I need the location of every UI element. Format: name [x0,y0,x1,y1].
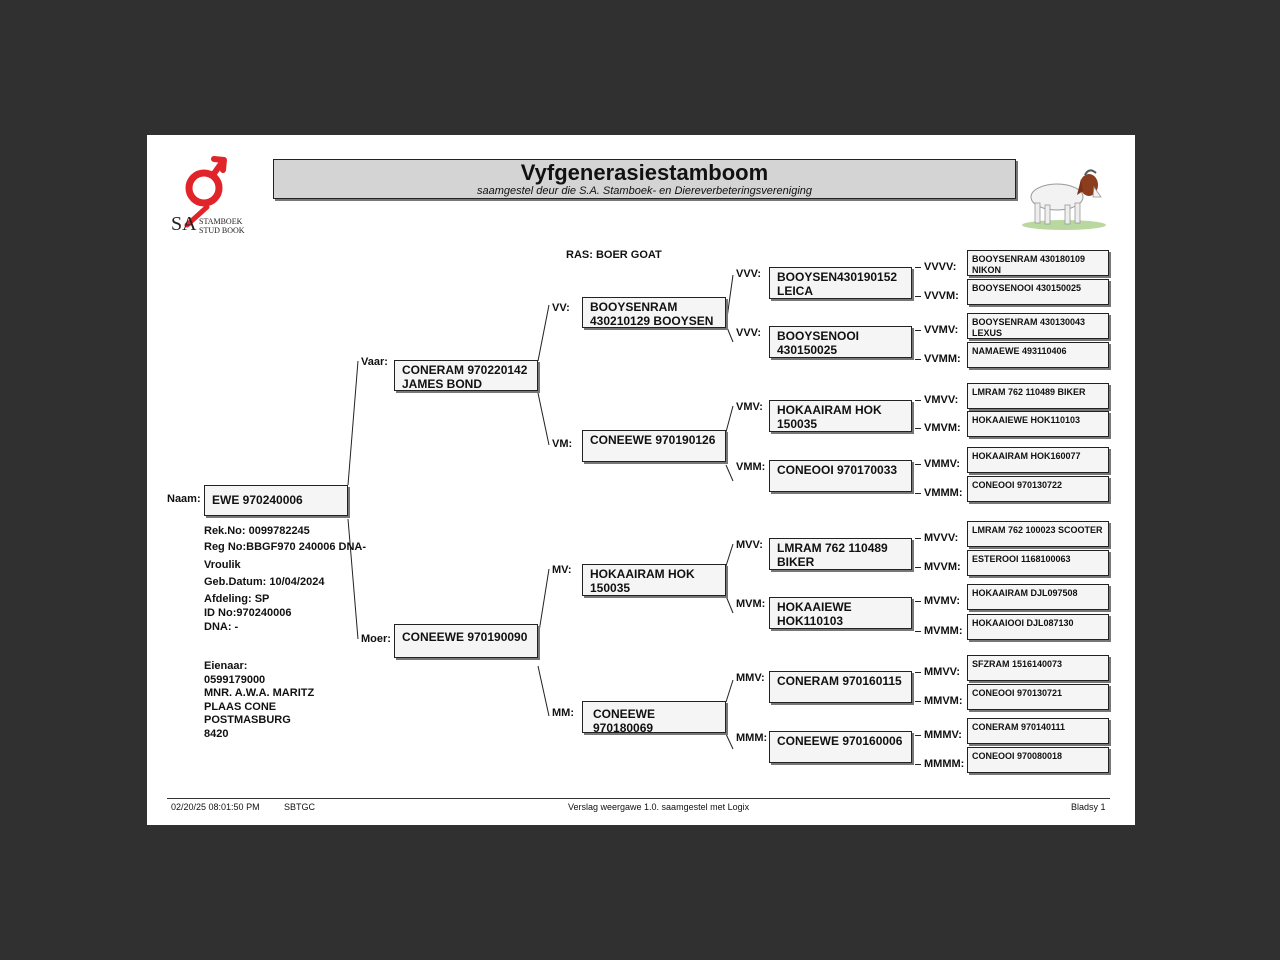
dam-name: CONEEWE 970190090 [402,630,528,644]
gen4-connector-10 [915,601,921,602]
gen3-name-3: CONEOOI 970170033 [777,463,898,477]
gen3-name-0: BOOYSEN430190152 LEICA [777,270,898,298]
gen4-box-3 [967,342,1109,368]
gen4-name-0: BOOYSENRAM 430180109 NIKON [972,254,1086,275]
gen3-name-1: BOOYSENOOI 430150025 [777,329,860,357]
gen4-label-10: MVMV: [924,595,961,607]
gen3-box-1 [769,326,912,358]
gen3-label-7: MMM: [736,732,768,744]
owner-farm: PLAAS CONE [204,700,277,713]
gen2-label-mm: MM: [552,707,574,719]
gen4-label-0: VVVV: [924,261,957,273]
gen4-box-8 [967,521,1109,547]
gen3-label-1: VVV: [736,327,762,339]
gen4-label-11: MVMM: [924,625,963,637]
connector-mv-mvm [726,596,733,613]
gen4-label-5: VMVM: [924,422,961,434]
connector-sire-vm [538,393,549,445]
gen4-connector-0 [915,267,921,268]
connector-subject-sire [348,361,358,485]
gen3-name-5: HOKAAIEWE HOK110103 [777,600,852,628]
gen4-box-0 [967,250,1109,276]
dam-box [394,624,538,658]
connector-vv-vvv1 [726,275,733,325]
gen4-box-11 [967,614,1109,640]
gen3-label-2: VMV: [736,401,763,413]
logo-text: SA [171,213,197,235]
detail-sex: Vroulik [204,559,241,571]
gen4-label-7: VMMM: [924,487,963,499]
gen4-label-12: MMVV: [924,666,961,678]
gen4-connector-11 [915,631,921,632]
gen4-box-12 [967,655,1109,681]
gen4-label-6: VMMV: [924,458,961,470]
gen4-name-15: CONEOOI 970080018 [972,751,1063,761]
gen2-box-vm [582,430,726,462]
gen2-box-vv [582,297,726,328]
gen2-box-mv [582,564,726,596]
gen4-connector-7 [915,493,921,494]
footer-code: SBTGC [284,802,316,812]
gen3-name-7: CONEEWE 970160006 [777,734,903,748]
gen4-connector-14 [915,735,921,736]
gen3-box-6 [769,671,912,703]
gen2-name-vv: BOOYSENRAM 430210129 BOOYSEN [590,300,714,328]
logo-line-2: STUD BOOK [199,226,245,235]
detail-id-no: ID No:970240006 [204,607,292,619]
footer-rule [167,798,1110,799]
gen4-name-14: CONERAM 970140111 [972,722,1066,732]
connector-mm-mmv [726,680,733,702]
gen4-box-13 [967,684,1109,710]
gen4-connector-6 [915,464,921,465]
detail-reg-no: Reg No:BBGF970 240006 DNA- [204,541,366,553]
owner-label: Eienaar: [204,660,248,672]
gen4-connector-15 [915,764,921,765]
gen4-name-7: CONEOOI 970130722 [972,480,1063,490]
connector-dam-mm [538,666,549,716]
gen4-connector-12 [915,672,921,673]
owner-number: 0599179000 [204,673,266,686]
connector-mm-mmm [726,734,733,749]
gen4-name-4: LMRAM 762 110489 BIKER [972,387,1086,397]
gen4-name-2: BOOYSENRAM 430130043 LEXUS [972,317,1086,338]
gen2-name-mv: HOKAAIRAM HOK 150035 [590,567,695,595]
gen4-box-1 [967,279,1109,305]
gen4-name-8: LMRAM 762 100023 SCOOTER [972,525,1103,535]
gen4-label-8: MVVV: [924,532,959,544]
gen4-name-3: NAMAEWE 493110406 [972,346,1067,356]
owner-postcode: 8420 [204,727,229,740]
gen3-box-0 [769,267,912,299]
gen4-box-15 [967,747,1109,773]
gen3-name-6: CONERAM 970160115 [777,674,902,688]
dam-label: Moer: [361,633,391,645]
gen3-label-3: VMM: [736,461,766,473]
breed-label: RAS: BOER GOAT [566,249,662,261]
owner-name: MNR. A.W.A. MARITZ [204,687,315,699]
subject-label: Naam: [167,493,201,505]
connector-vm-vmm [726,465,733,481]
gen4-box-6 [967,447,1109,473]
gen2-label-vm: VM: [552,438,573,450]
gen2-name-vm: CONEEWE 970190126 [590,433,716,447]
gen4-connector-2 [915,330,921,331]
page-subtitle: saamgestel deur die S.A. Stamboek- en Diereverbeteringsvereniging [476,185,813,197]
gen3-name-4: LMRAM 762 110489 BIKER [777,541,888,569]
gen3-label-6: MMV: [736,672,765,684]
gen4-name-10: HOKAAIRAM DJL097508 [972,588,1078,598]
gen4-label-15: MMMM: [924,758,965,770]
owner-details [204,660,314,741]
subject-name: EWE 970240006 [212,493,303,507]
gen4-name-13: CONEOOI 970130721 [972,688,1063,698]
gen3-box-5 [769,597,912,629]
gen4-name-9: ESTEROOI 1168100063 [972,554,1071,564]
gen3-box-7 [769,731,912,763]
gen4-label-3: VVMM: [924,353,961,365]
gen2-label-mv: MV: [552,564,572,576]
gen3-box-4 [769,538,912,570]
gen3-label-0: VVV: [736,268,762,280]
gen4-label-9: MVVM: [924,561,961,573]
footer-page: Bladsy 1 [1071,802,1106,812]
page-title: Vyfgenerasiestamboom [520,160,769,185]
gen3-box-2 [769,400,912,432]
gen4-box-4 [967,383,1109,409]
gen4-label-14: MMMV: [924,729,962,741]
gen4-label-2: VVMV: [924,324,959,336]
gen4-connector-3 [915,359,921,360]
detail-birth-date: Geb.Datum: 10/04/2024 [204,576,325,588]
subject-box [204,485,348,516]
gen2-name-mm: CONEEWE 970180069 [593,707,656,735]
gen4-name-11: HOKAAIOOI DJL087130 [972,618,1074,628]
gen4-box-9 [967,550,1109,576]
connector-sire-vv [538,305,549,361]
gen4-box-14 [967,718,1109,744]
gen4-box-2 [967,313,1109,339]
gen4-connector-8 [915,538,921,539]
connector-vv-vvv2 [726,325,733,342]
footer-datetime: 02/20/25 08:01:50 PM [171,802,260,812]
detail-section: Afdeling: SP [204,593,270,605]
owner-town: POSTMASBURG [204,714,291,726]
connector-mv-mvv [726,544,733,566]
connector-vm-vmv [726,406,733,432]
sire-label: Vaar: [361,356,388,368]
gen4-connector-13 [915,701,921,702]
gen2-label-vv: VV: [552,302,570,314]
gen4-label-1: VVVM: [924,290,959,302]
gen4-box-5 [967,411,1109,437]
gen3-box-3 [769,460,912,492]
logo-line-1: STAMBOEK [199,217,243,226]
gen4-box-7 [967,476,1109,502]
detail-rek-no: Rek.No: 0099782245 [204,525,310,537]
gen4-connector-4 [915,400,921,401]
gen4-name-1: BOOYSENOOI 430150025 [972,283,1082,293]
gen4-box-10 [967,584,1109,610]
connector-dam-mv [538,569,549,638]
sire-name: CONERAM 970220142 JAMES BOND [402,363,528,391]
pedigree-page [147,135,1135,825]
detail-dna: DNA: - [204,621,239,633]
gen2-box-mm [582,701,726,733]
gen4-name-12: SFZRAM 1516140073 [972,659,1063,669]
gen3-label-5: MVM: [736,598,766,610]
gen4-connector-9 [915,567,921,568]
gen4-name-5: HOKAAIEWE HOK110103 [972,415,1081,425]
sire-box [394,360,538,391]
gen3-name-2: HOKAAIRAM HOK 150035 [777,403,882,431]
gen4-connector-5 [915,428,921,429]
gen4-name-6: HOKAAIRAM HOK160077 [972,451,1081,461]
footer-version: Verslag weergawe 1.0. saamgestel met Logix [568,802,750,812]
gen4-connector-1 [915,296,921,297]
gen3-label-4: MVV: [736,539,763,551]
gen4-label-13: MMVM: [924,695,963,707]
animal-details [204,525,366,635]
gen4-label-4: VMVV: [924,394,959,406]
